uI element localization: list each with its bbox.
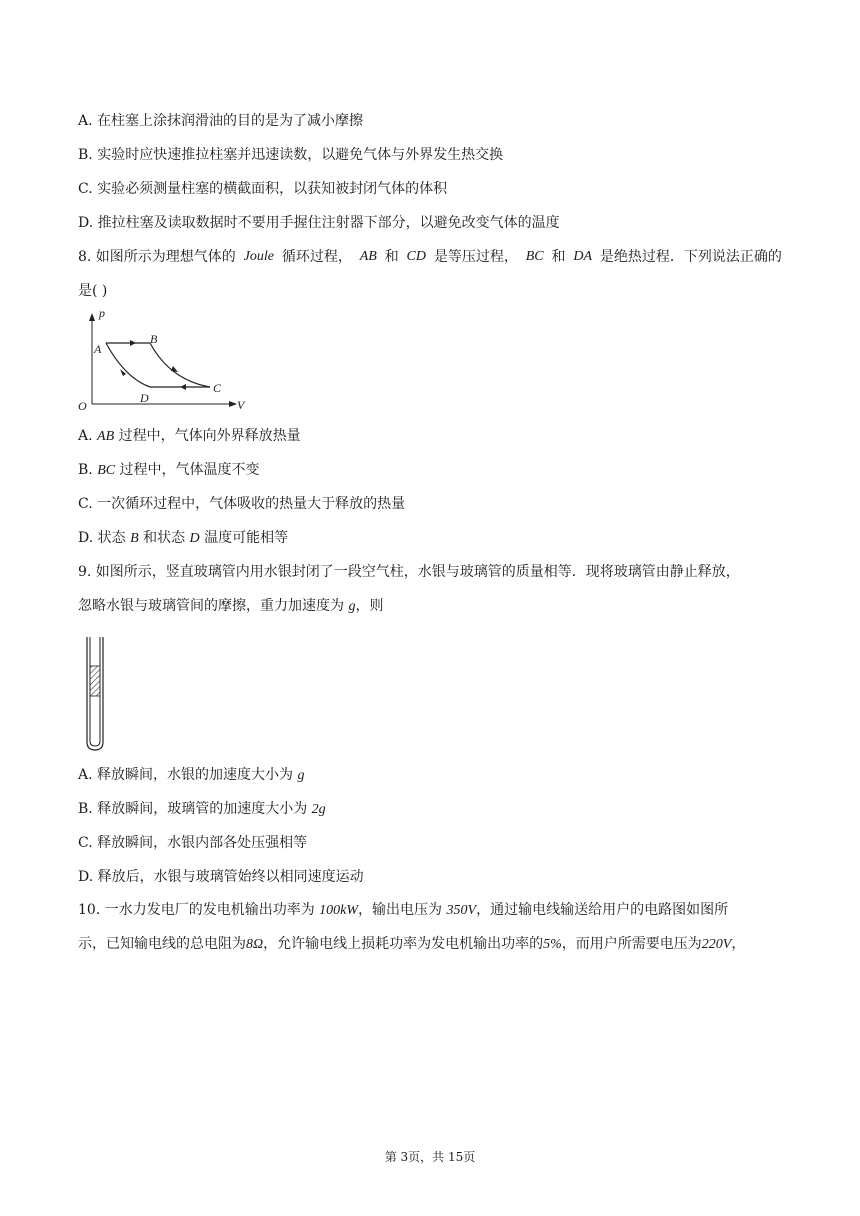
q7-option-b: B. 实验时应快速推拉柱塞并迅速读数，以避免气体与外界发生热交换 [78, 147, 504, 163]
label-p: p [99, 308, 105, 320]
segment-da [106, 343, 150, 387]
label-b: B [150, 332, 158, 346]
q9-stem-line1: 9. 如图所示，竖直玻璃管内用水银封闭了一段空气柱，水银与玻璃管的质量相等．现将玻璃管由静止释放， [78, 564, 740, 580]
arrow-cd [180, 384, 186, 390]
segment-bc [150, 343, 210, 387]
q8-stem-line2: 是( ) [78, 283, 108, 299]
label-c: C [213, 381, 222, 395]
q7-option-c: C. 实验必须测量柱塞的横截面积，以获知被封闭气体的体积 [78, 181, 448, 197]
arrow-ab [130, 340, 136, 346]
label-o: O [78, 399, 87, 413]
label-v: V [237, 398, 245, 412]
joule-cycle [106, 343, 210, 387]
mercury-column [90, 666, 100, 696]
pv-diagram [70, 308, 250, 418]
q9-option-c: C. 释放瞬间，水银内部各处压强相等 [78, 835, 308, 851]
q9-option-a: A. 释放瞬间，水银的加速度大小为 g [78, 767, 305, 783]
arrow-bc [171, 366, 178, 372]
q8-option-b: B. BC 过程中，气体温度不变 [78, 462, 260, 478]
q8-option-a: A. AB 过程中，气体向外界释放热量 [78, 428, 301, 444]
q10-stem-line1: 10. 一水力发电厂的发电机输出功率为 100kW，输出电压为 350V，通过输电线输送给用户的电路图如图所 [78, 902, 729, 918]
q7-option-d: D. 推拉柱塞及读取数据时不要用手握住注射器下部分，以避免改变气体的温度 [78, 215, 560, 231]
q8-option-d: D. 状态 B 和状态 D 温度可能相等 [78, 530, 289, 546]
label-a: A [94, 342, 102, 356]
q10-stem-line2: 示，已知输电线的总电阻为8Ω，允许输电线上损耗功率为发电机输出功率的5%，而用户所需要电压为220V， [78, 936, 746, 952]
glass-tube-figure [82, 636, 108, 752]
q9-stem-line2: 忽略水银与玻璃管间的摩擦，重力加速度为 g，则 [78, 598, 384, 614]
q9-option-d: D. 释放后，水银与玻璃管始终以相同速度运动 [78, 869, 364, 885]
label-d: D [140, 391, 149, 405]
q8-stem-line1: 8. 如图所示为理想气体的 Joule 循环过程， AB 和 CD 是等压过程， BC 和 DA 是绝热过程．下列说法正确的 [78, 249, 782, 265]
page-footer: 第 3页，共 15页 [384, 1150, 476, 1164]
q7-option-a: A. 在柱塞上涂抹润滑油的目的是为了减小摩擦 [78, 113, 364, 129]
q9-option-b: B. 释放瞬间，玻璃管的加速度大小为 2g [78, 801, 326, 817]
q8-option-c: C. 一次循环过程中，气体吸收的热量大于释放的热量 [78, 496, 406, 512]
